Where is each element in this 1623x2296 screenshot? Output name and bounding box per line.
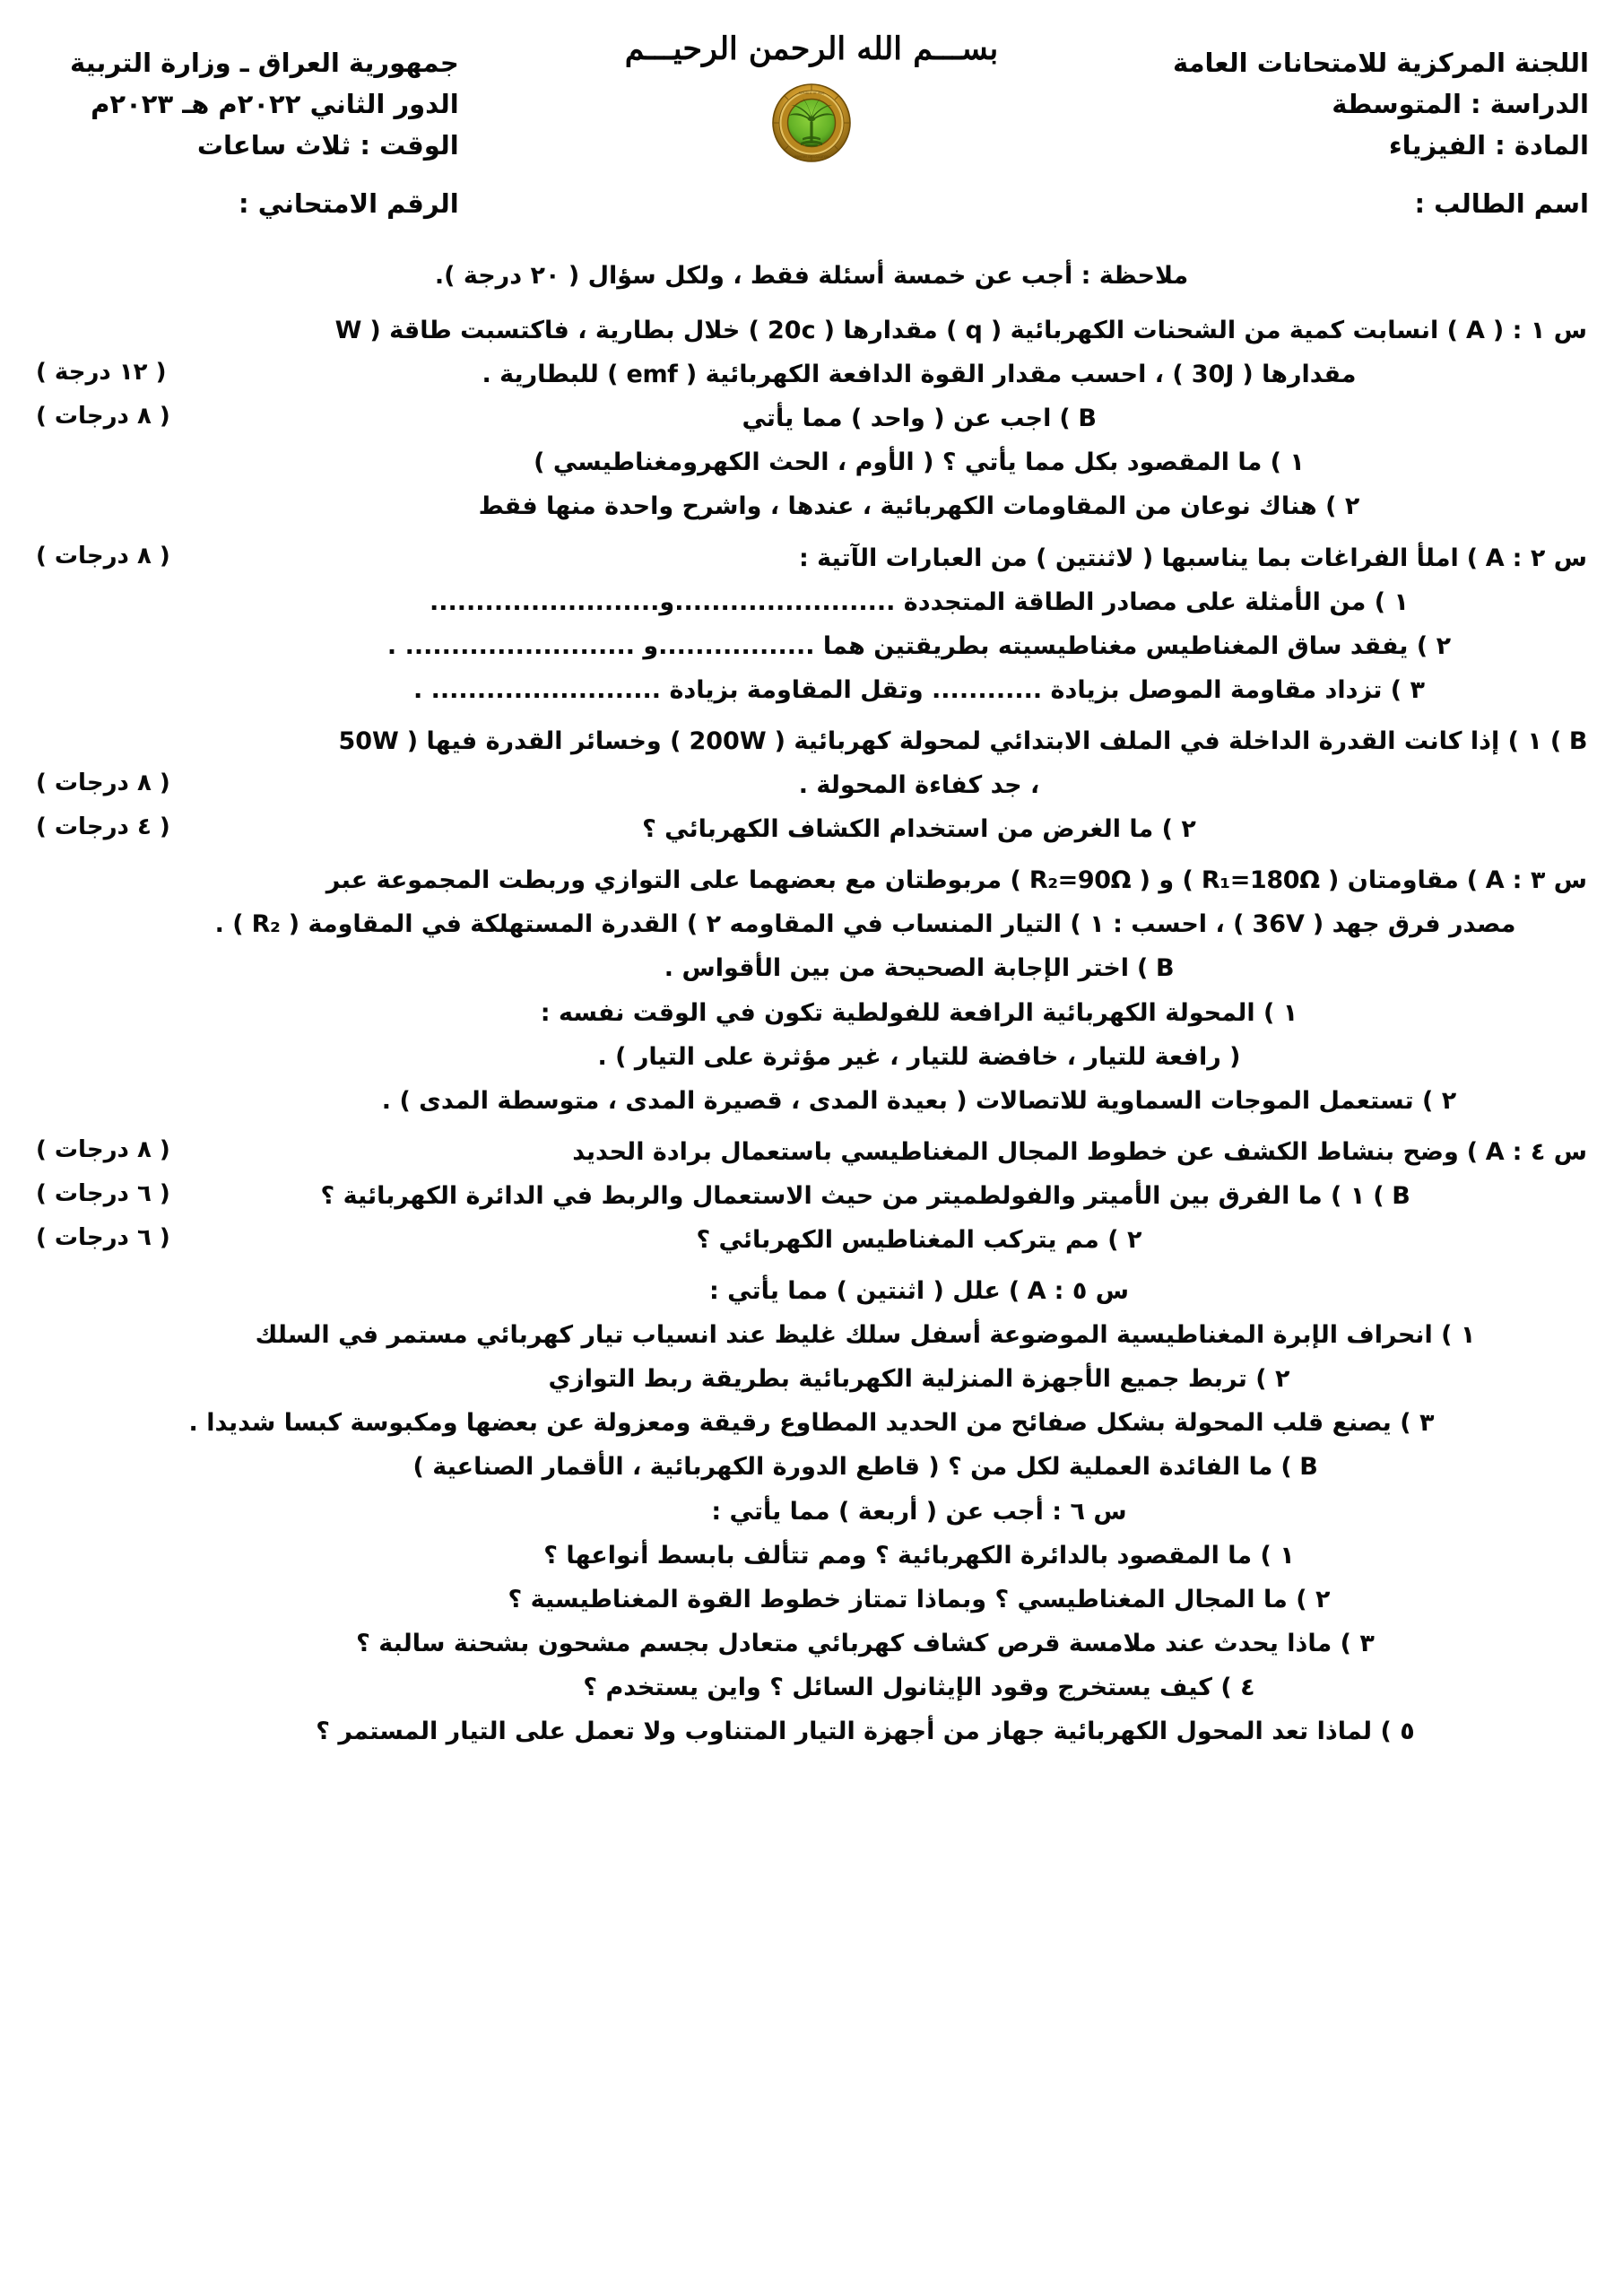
q4-part-a-line1: س ٤ : A ) وضح بنشاط الكشف عن خطوط المجال المغناطيسي باستعمال برادة الحديد: [572, 1137, 1587, 1166]
q4-part-a-mark: ( ٨ درجات ): [36, 1135, 170, 1163]
q4-b-item-1-mark: ( ٦ درجات ): [36, 1179, 170, 1207]
q3-b-item-2-row: [36, 1085, 1587, 1117]
q1-b-item-2-row: [36, 491, 1587, 522]
exam-duration-line: الوقت : ثلاث ساعات: [196, 129, 459, 161]
q6-item-4: ٤ ) كيف يستخرج وقود الإيثانول السائل ؟ واين يستخدم ؟: [583, 1673, 1255, 1701]
q6-item-1: ١ ) ما المقصود بالدائرة الكهربائية ؟ ومم تتألف بابسط أنواعها ؟: [543, 1541, 1295, 1570]
q4-b-item-2-mark: ( ٦ درجات ): [36, 1223, 170, 1251]
q5-a-item-2-row: [36, 1363, 1587, 1395]
q2-part-b-line3-row: [36, 813, 1587, 845]
q3-part-b-header: B ) اختر الإجابة الصحيحة من بين الأقواس .: [664, 954, 1175, 983]
q6-item-1-row: [36, 1540, 1587, 1571]
q5-part-b-row: [36, 1451, 1587, 1483]
q1-part-b-header-row: [36, 403, 1587, 434]
svg-text:MINISTRY OF EDUCATION: MINISTRY OF EDUCATION: [794, 155, 829, 159]
q3-b-options: ( رافعة للتيار ، خافضة للتيار ، غير مؤثرة على التيار ) .: [597, 1042, 1241, 1071]
q6-item-4-row: [36, 1672, 1587, 1703]
q1-b-item-2: ٢ ) هناك نوعان من المقاومات الكهربائية ، عندها ، واشرح واحدة منها فقط: [478, 492, 1360, 521]
q6-item-3: ٣ ) ماذا يحدث عند ملامسة قرص كشاف كهربائي متعادل بجسم مشحون بشحنة سالبة ؟: [356, 1629, 1375, 1657]
q2-a-item-1: ١ ) من الأمثلة على مصادر الطاقة المتجددة ........................و.........................: [430, 587, 1409, 616]
q3-part-b-header-row: [36, 952, 1587, 984]
q1-part-a-line1: س ١ : ( A ) انسابت كمية من الشحنات الكهربائية ( q ) مقدارها ( 20c ) خلال بطارية ، فاكتسبت طاقة ( W: [334, 317, 1587, 345]
q4-b-item-2: ٢ ) مم يتركب المغناطيس الكهربائي ؟: [696, 1225, 1142, 1254]
q1-part-a-mark: ( ١٢ درجة ): [36, 359, 167, 387]
q6-item-5-row: [36, 1716, 1587, 1747]
q4-b-item-2-row: [36, 1224, 1587, 1256]
q2-a-item-2: ٢ ) يفقد ساق المغناطيس مغناطيسيته بطريقتين هما .................و ......................... .: [386, 631, 1452, 660]
q5-part-a-header-row: [36, 1275, 1587, 1307]
q2-a-item-1-row: [36, 587, 1587, 618]
iraq-ministry-of-education-emblem-icon: [763, 73, 860, 173]
q3-b-item-2: ٢ ) تستعمل الموجات السماوية للاتصالات ( بعيدة المدى ، قصيرة المدى ، متوسطة المدى ) .: [381, 1086, 1457, 1115]
q2-a-item-3: ٣ ) تزداد مقاومة الموصل بزيادة ............ وتقل المقاومة بزيادة ......................... .: [412, 675, 1426, 704]
q2-part-a-line1: س ٢ : A ) املأ الفراغات بما يناسبها ( لاثنتين ) من العبارات الآتية :: [798, 544, 1587, 572]
q1-part-a-line1-row: [36, 315, 1587, 346]
q6-item-5: ٥ ) لماذا تعد المحول الكهربائية جهاز من أجهزة التيار المتناوب ولا تعمل على التيار المستمر ؟: [316, 1718, 1415, 1745]
q2-part-b-line1-row: [36, 726, 1587, 757]
q6-header: س ٦ : أجب عن ( أربعة ) مما يأتي :: [711, 1497, 1127, 1526]
exam-body: [0, 260, 1623, 1747]
q5-part-a-header: س ٥ : A ) علل ( اثنتين ) مما يأتي :: [708, 1277, 1130, 1306]
q2-part-a-mark: ( ٨ درجات ): [36, 542, 170, 570]
q3-b-options-row: [36, 1041, 1587, 1073]
study-stage-line: الدراسة : المتوسطة: [1332, 88, 1589, 119]
q3-b-item-1-row: [36, 997, 1587, 1029]
q3-part-a-line2: مصدر فرق جهد ( 36V ) ، احسب : ١ ) التيار المنساب في المقاومه ٢ ) القدرة المستهلكة في المقاومة ( R₂ ) .: [214, 910, 1516, 939]
q6-item-3-row: [36, 1628, 1587, 1659]
q5-a-item-3: ٣ ) يصنع قلب المحولة بشكل صفائح من الحديد المطاوع رقيقة ومعزولة عن بعضها ومكبوسة كبسا شديدا .: [188, 1409, 1435, 1438]
q5-a-item-2: ٢ ) تربط جميع الأجهزة المنزلية الكهربائية بطريقة ربط التوازي: [548, 1365, 1290, 1394]
q1-b-item-1: ١ ) ما المقصود بكل مما يأتي ؟ ( الأوم ، الحث الكهرومغناطيسي ): [534, 448, 1305, 477]
q3-part-a-line1-row: [36, 865, 1587, 896]
svg-text:REPUBLIC OF IRAQ: REPUBLIC OF IRAQ: [798, 91, 825, 95]
q6-item-2-row: [36, 1584, 1587, 1615]
q2-part-b-line2-row: [36, 770, 1587, 801]
basmala-text: بســـم الله الرحمن الرحيـــم: [624, 30, 999, 67]
central-exam-committee-line: اللجنة المركزية للامتحانات العامة: [1172, 48, 1589, 78]
republic-ministry-line: جمهورية العراق ـ وزارة التربية: [70, 48, 459, 78]
q1-part-a-line2-row: [36, 359, 1587, 390]
q2-part-b-mark2: ( ٤ درجات ): [36, 813, 170, 841]
q1-part-b-header: B ) اجب عن ( واحد ) مما يأتي: [742, 404, 1097, 433]
q2-part-b-line1: B ) ١ ) إذا كانت القدرة الداخلة في الملف الابتدائي لمحولة كهربائية ( 200W ) وخسائر القدرة فيها ( 50W: [338, 726, 1587, 755]
exam-note-row: [36, 260, 1587, 291]
exam-session-line: الدور الثاني ٢٠٢٢م هـ ٢٠٢٣م: [91, 88, 459, 119]
q3-part-a-line1: س ٣ : A ) مقاومتان ( R₁=180Ω ) و ( R₂=90Ω ) مربوطتان مع بعضهما على التوازي وربطت المجموعة عبر: [325, 866, 1587, 895]
q4-b-item-1-row: [36, 1180, 1587, 1212]
q2-part-b-line3: ٢ ) ما الغرض من استخدام الكشاف الكهربائي ؟: [642, 815, 1196, 844]
q2-part-b-mark1: ( ٨ درجات ): [36, 770, 170, 797]
q4-part-a-row: [36, 1136, 1587, 1168]
q3-b-item-1: ١ ) المحولة الكهربائية الرافعة للفولطية تكون في الوقت نفسه :: [540, 998, 1298, 1027]
header-left-block: [70, 43, 459, 225]
exam-number-field-label: الرقم الامتحاني :: [239, 188, 459, 220]
q2-part-b-line2: ، جد كفاءة المحولة .: [798, 771, 1040, 800]
q6-header-row: [36, 1496, 1587, 1527]
q5-a-item-1-row: [36, 1319, 1587, 1351]
q5-a-item-1: ١ ) انحراف الإبرة المغناطيسية الموضوعة أسفل سلك غليظ عند انسياب تيار كهربائي مستمر في السلك: [255, 1321, 1476, 1350]
subject-line: المادة : الفيزياء: [1388, 129, 1589, 161]
q5-part-b-line1: B ) ما الفائدة العملية لكل من ؟ ( قاطع الدورة الكهربائية ، الأقمار الصناعية ): [412, 1453, 1318, 1482]
q2-a-item-3-row: [36, 674, 1587, 706]
q1-part-b-mark: ( ٨ درجات ): [36, 403, 170, 430]
q3-part-a-line2-row: [36, 909, 1587, 940]
exam-note: ملاحظة : أجب عن خمسة أسئلة فقط ، ولكل سؤال ( ٢٠ درجة ).: [434, 262, 1189, 290]
q2-a-item-2-row: [36, 631, 1587, 662]
student-name-field-label: اسم الطالب :: [1414, 188, 1589, 220]
q2-part-a-line1-row: [36, 543, 1587, 574]
q4-b-item-1: B ) ١ ) ما الفرق بين الأميتر والفولطميتر من حيث الاستعمال والربط في الدائرة الكهربائية ؟: [320, 1181, 1410, 1210]
q1-b-item-1-row: [36, 447, 1587, 478]
q1-part-a-line2: مقدارها ( 30J ) ، احسب مقدار القوة الدافعة الكهربائية ( emf ) للبطارية .: [482, 361, 1357, 389]
exam-header: [0, 0, 1623, 240]
q5-a-item-3-row: [36, 1407, 1587, 1439]
q6-item-2: ٢ ) ما المجال المغناطيسي ؟ وبماذا تمتاز خطوط القوة المغناطيسية ؟: [508, 1585, 1331, 1613]
